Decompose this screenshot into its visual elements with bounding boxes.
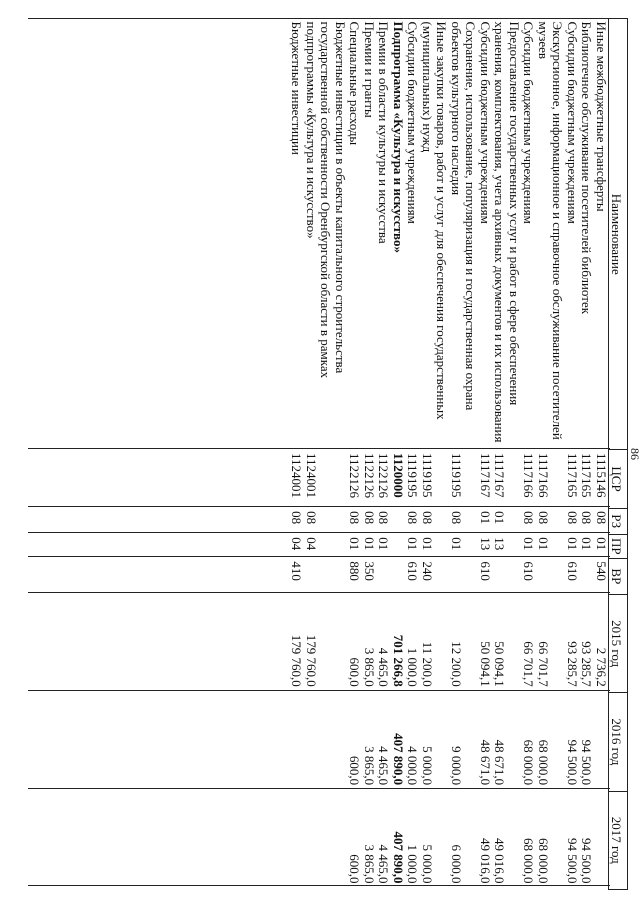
row-2017: 68 000,0: [536, 838, 551, 884]
table-body: [289, 19, 609, 890]
row-name: Премии и гранты: [362, 21, 377, 118]
table-row: [376, 19, 391, 890]
row-vr: 410: [289, 561, 305, 581]
row-2016: 4 465,0: [376, 746, 392, 786]
row-rz: 08: [565, 511, 580, 525]
row-2016: [289, 693, 304, 791]
row-2017: 600,0: [347, 854, 363, 884]
row-pr: 01: [449, 537, 464, 551]
row-2016: 600,0: [347, 755, 363, 786]
row-rz: 08: [420, 511, 435, 525]
row-pr: 01: [405, 537, 421, 551]
column-rule: [28, 506, 610, 507]
row-pr: 04: [304, 537, 319, 551]
table-row: [492, 19, 521, 890]
row-vr: [376, 558, 391, 594]
column-rule: [28, 448, 610, 449]
row-2017: 5 000,0: [420, 844, 435, 884]
row-rz: 08: [362, 511, 377, 525]
row-rz: 01: [492, 511, 508, 525]
table-row: [405, 19, 420, 890]
row-2015: 179 760,0: [304, 634, 319, 687]
row-pr: 01: [521, 537, 537, 551]
row-vr: [579, 558, 594, 594]
row-2016: [304, 693, 348, 791]
row-csr: 1122126: [347, 452, 363, 499]
row-name: Субсидии бюджетным учреждениям: [565, 21, 580, 224]
header-vr: ВР: [609, 558, 628, 594]
row-2017: 49 016,0: [492, 838, 508, 884]
row-rz: 08: [594, 511, 609, 525]
table-header-row: [609, 19, 628, 890]
row-2017: 94 500,0: [565, 838, 580, 884]
row-2016: 48 671,0: [478, 739, 493, 786]
column-rule: [28, 18, 610, 19]
row-vr: 880: [347, 561, 363, 581]
row-vr: 240: [420, 561, 435, 581]
column-rule: [28, 532, 610, 533]
row-2015: 12 200,0: [449, 641, 464, 687]
row-name: Сохранение, использование, популяризация и государственная охрана объектов культурного наследия: [449, 21, 479, 411]
row-pr: 01: [347, 537, 363, 551]
table-row: [449, 19, 478, 890]
row-name: Субсидии бюджетным учреждениям: [405, 21, 421, 224]
row-2016: 3 865,0: [362, 746, 377, 786]
row-2017: 407 890,0: [391, 831, 406, 884]
row-pr: 01: [376, 537, 392, 551]
row-vr: 610: [521, 561, 537, 581]
row-name: Специальные расходы: [347, 21, 363, 146]
row-pr: 01: [536, 537, 551, 551]
row-2017: 1 000,0: [405, 844, 421, 884]
row-2017: [594, 791, 609, 889]
row-2016: 407 890,0: [391, 733, 406, 786]
row-vr: [536, 558, 565, 594]
page-number: 86: [628, 448, 642, 460]
row-2015: 3 865,0: [362, 647, 377, 687]
table-row: [594, 19, 609, 890]
table-row: [289, 19, 304, 890]
row-2017: 4 465,0: [376, 844, 392, 884]
row-pr: 01: [579, 537, 595, 551]
row-2015: 66 701,7: [536, 641, 551, 687]
row-2015: 50 094,1: [478, 641, 493, 687]
row-csr: 1117166: [521, 452, 537, 498]
row-2017: 68 000,0: [521, 838, 537, 884]
row-rz: 08: [347, 511, 363, 525]
row-name: Экскурсионное, информационное и справочное обслуживание посетителей музеев: [536, 21, 566, 440]
row-csr: 1120000: [391, 452, 406, 498]
row-name: Предоставление государственных услуг и работ в сфере обеспечения хранения, комплектования, учета архивных документов и их использования: [492, 21, 522, 443]
row-2015: 66 701,7: [521, 641, 537, 687]
row-rz: [391, 508, 406, 534]
row-rz: 08: [449, 511, 464, 525]
row-rz: 08: [304, 511, 319, 525]
row-csr: 1115146: [594, 452, 609, 498]
row-vr: [449, 558, 478, 594]
row-name: Подпрограмма «Культура и искусство»: [391, 21, 406, 253]
row-2017: 94 500,0: [579, 838, 595, 884]
row-2015: 93 285,7: [565, 641, 580, 687]
column-rule: [28, 690, 610, 691]
row-pr: 01: [362, 537, 377, 551]
table-row: [579, 19, 594, 890]
table-row: [478, 19, 493, 890]
row-csr: 1117165: [565, 452, 580, 498]
row-2016: 68 000,0: [521, 739, 537, 786]
row-csr: 1124001: [289, 452, 305, 499]
row-2017: 6 000,0: [449, 844, 464, 884]
row-2015: 1 000,0: [405, 647, 421, 687]
row-vr: 610: [565, 561, 580, 581]
row-rz: 08: [376, 511, 392, 525]
column-rule: [28, 556, 610, 557]
row-2017: 49 016,0: [478, 838, 493, 884]
header-2015: 2015 год: [609, 594, 628, 692]
column-rule: [28, 788, 610, 789]
row-vr: [304, 558, 348, 594]
row-csr: 1124001: [304, 452, 319, 499]
row-2016: 9 000,0: [449, 746, 464, 786]
row-2016: 5 000,0: [420, 746, 435, 786]
row-2016: 94 500,0: [565, 739, 580, 786]
row-vr: 610: [405, 561, 421, 581]
row-2015: 600,0: [347, 657, 363, 687]
budget-table: [289, 18, 628, 890]
row-2017: 3 865,0: [362, 844, 377, 884]
row-pr: 01: [420, 537, 435, 551]
row-rz: 01: [478, 511, 493, 525]
row-2016: 94 500,0: [579, 739, 595, 786]
row-rz: 08: [536, 511, 551, 525]
column-rule: [28, 885, 610, 886]
row-pr: 01: [565, 537, 580, 551]
row-csr: 1122126: [362, 452, 377, 499]
row-2017: [304, 791, 348, 889]
header-rz: РЗ: [609, 508, 628, 534]
column-rule: [28, 592, 610, 593]
row-vr: [391, 558, 406, 594]
table-row: [536, 19, 565, 890]
row-2015: 4 465,0: [376, 647, 392, 687]
row-rz: 08: [289, 511, 305, 525]
row-name: Субсидии бюджетным учреждениям: [521, 21, 537, 224]
table-row: [521, 19, 536, 890]
row-name: Иные межбюджетные трансферты: [594, 21, 609, 212]
row-2015: 11 200,0: [420, 641, 435, 687]
row-csr: 1117165: [579, 452, 595, 498]
row-2015: 93 285,7: [579, 641, 595, 687]
row-vr: 540: [594, 561, 609, 581]
header-name: Наименование: [609, 19, 628, 450]
row-2015: 50 094,1: [492, 641, 508, 687]
row-2015: 2 736,2: [594, 647, 609, 687]
row-vr: [492, 558, 521, 594]
row-rz: 08: [579, 511, 595, 525]
row-2015: 179 760,0: [289, 634, 305, 687]
row-rz: 08: [521, 511, 537, 525]
row-csr: 1117167: [478, 452, 493, 498]
row-pr: 04: [289, 537, 305, 551]
row-name: Бюджетные инвестиции: [289, 21, 305, 155]
table-row: [304, 19, 348, 890]
row-csr: 1119195: [420, 452, 435, 498]
row-2016: 48 671,0: [492, 739, 508, 786]
row-pr: [391, 534, 406, 558]
row-name: Субсидии бюджетным учреждениям: [478, 21, 493, 224]
row-2016: [594, 693, 609, 791]
header-pr: ПР: [609, 534, 628, 558]
table-row: [391, 19, 406, 890]
row-name: Премии в области культуры и искусства: [376, 21, 392, 244]
header-csr: ЦСР: [609, 450, 628, 508]
table-row: [347, 19, 362, 890]
table-row: [420, 19, 449, 890]
row-csr: 1117166: [536, 452, 551, 498]
row-rz: 08: [405, 511, 421, 525]
row-csr: 1122126: [376, 452, 392, 499]
row-csr: 1119195: [405, 452, 421, 498]
table-row: [565, 19, 580, 890]
table-row: [362, 19, 377, 890]
row-2016: 68 000,0: [536, 739, 551, 786]
row-pr: 13: [492, 537, 508, 551]
row-pr: 13: [478, 537, 493, 551]
row-2016: 4 000,0: [405, 746, 421, 786]
rotated-sheet: [28, 18, 642, 890]
row-name: Иные закупки товаров, работ и услуг для обеспечения государственных (муниципальных) нужд: [420, 21, 450, 420]
header-2016: 2016 год: [609, 693, 628, 791]
row-pr: 01: [594, 537, 609, 551]
row-csr: 1117167: [492, 452, 508, 498]
row-2017: [289, 791, 304, 889]
header-2017: 2017 год: [609, 791, 628, 889]
row-vr: 610: [478, 561, 493, 581]
row-vr: 350: [362, 561, 377, 581]
row-name: Бюджетные инвестиции в объекты капитального строительства государственной собственности Оренбургской области в рамках подпрограммы «Культура и искусство»: [304, 21, 348, 379]
row-name: Библиотечное обслуживание посетителей библиотек: [579, 21, 595, 315]
row-2015: 701 266,8: [391, 634, 406, 687]
row-csr: 1119195: [449, 452, 464, 498]
